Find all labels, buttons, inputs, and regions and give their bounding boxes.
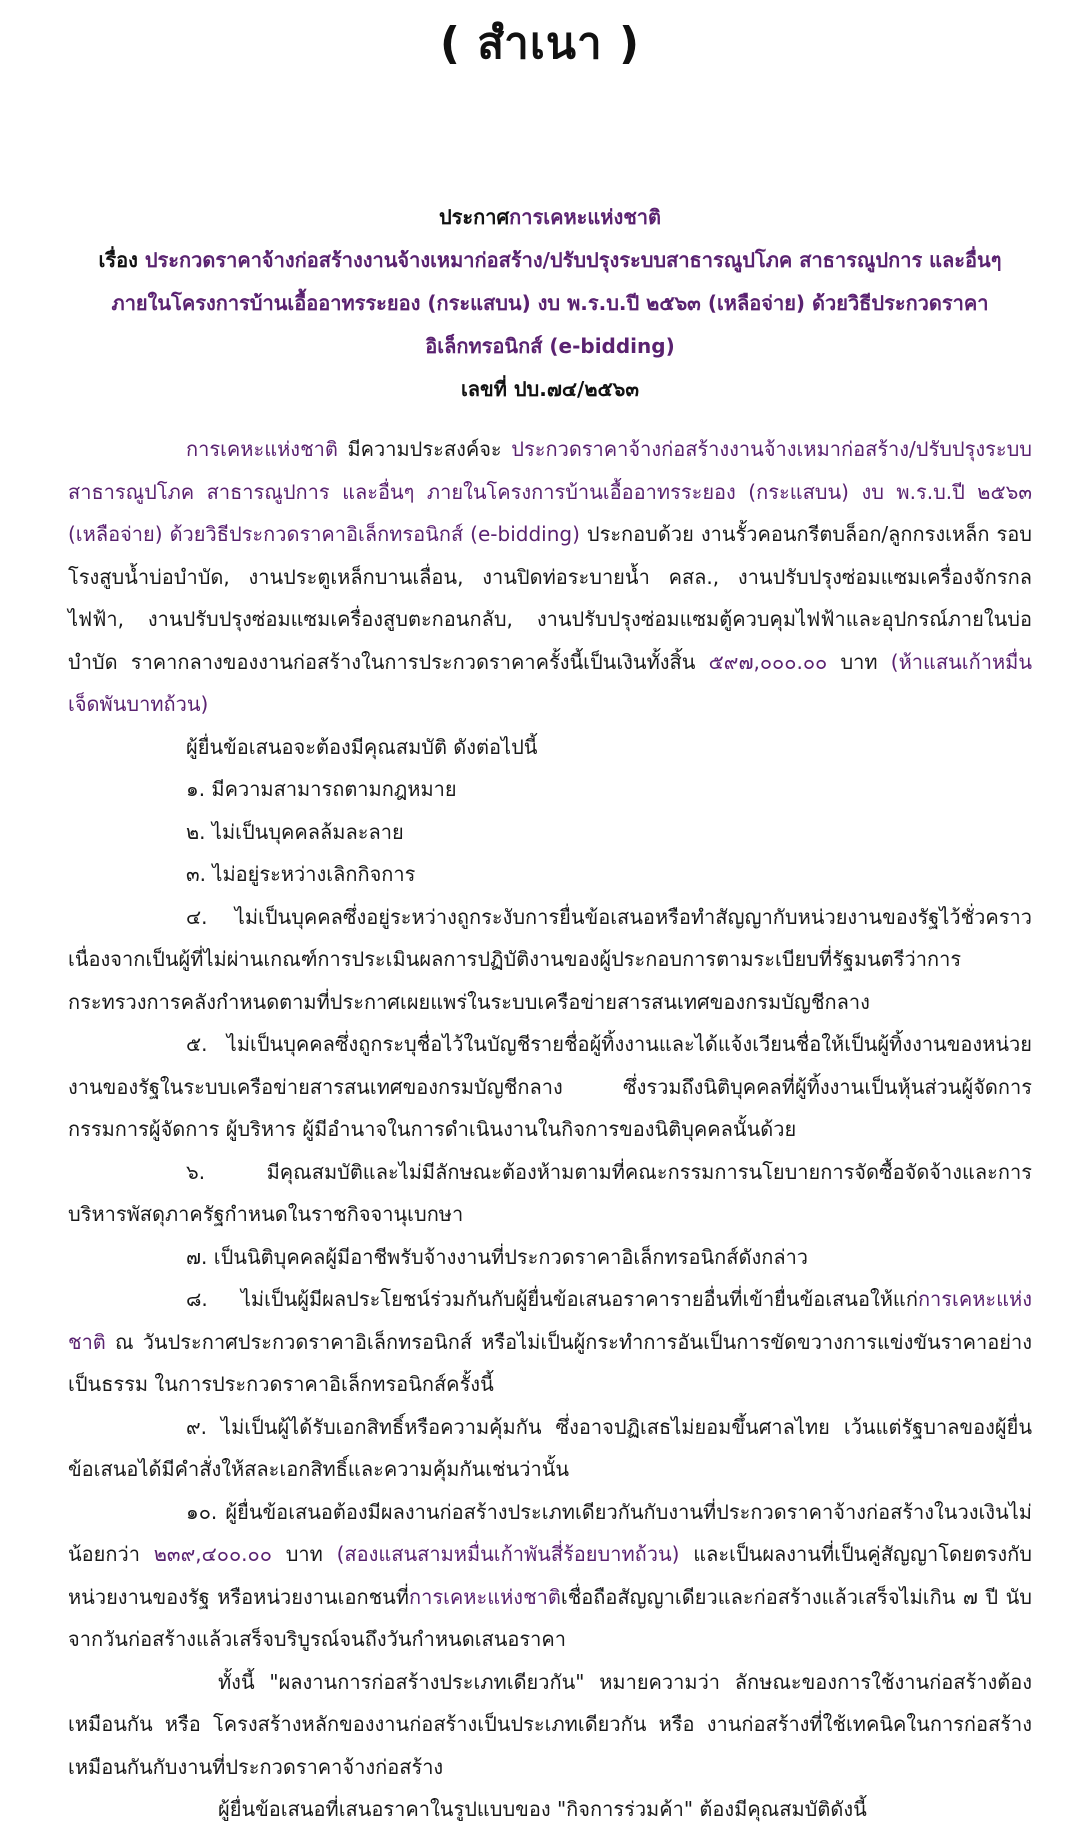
header-line-2: เรื่อง ประกวดราคาจ้างก่อสร้างงานจ้างเหมาก่อสร้าง/ปรับปรุงระบบสาธารณูปโภค สาธารณูปการ และอื่นๆ (98, 248, 1002, 272)
intro-paragraph: การเคหะแห่งชาติ มีความประสงค์จะ ประกวดราคาจ้างก่อสร้างงานจ้างเหมาก่อสร้าง/ปรับปรุงระบบสาธารณูปโภค สาธารณูปการ และอื่นๆ ภายในโครงการบ้านเอื้ออาทรระยอง (กระแสบน) งบ พ.ร.บ.ปี ๒๕๖๓ (เหลือจ่าย) ด้วยวิธีประกวดราคาอิเล็กทรอนิกส์ (e-bidding) ประกอบด้วย งานรั้วคอนกรีตบล็อก/ลูกกรงเหล็ก รอบโรงสูบน้ำบ่อบำบัด, งานประตูเหล็กบานเลื่อน, งานปิดท่อระบายน้ำ คสล., งานปรับปรุงซ่อมแซมเครื่องจักรกลไฟฟ้า, งานปรับปรุงซ่อมแซมเครื่องสูบตะกอนกลับ, งานปรับปรุงซ่อมแซมตู้ควบคุมไฟฟ้าและอุปกรณ์ภายในบ่อบำบัด ราคากลางของงานก่อสร้างในการประกวดราคาครั้งนี้เป็นเงินทั้งสิ้น ๕๙๗,๐๐๐.๐๐ บาท (ห้าแสนเก้าหมื่นเจ็ดพันบาทถ้วน) (68, 437, 1032, 716)
qualification-item-4: ๔. ไม่เป็นบุคคลซึ่งอยู่ระหว่างถูกระงับการยื่นข้อเสนอหรือทำสัญญากับหน่วยงานของรัฐไว้ชั่วคราว เนื่องจากเป็นผู้ที่ไม่ผ่านเกณฑ์การประเมินผลการปฏิบัติงานของผู้ประกอบการตามระเบียบที่รัฐมนตรีว่าการกระทรวงการคลังกำหนดตามที่ประกาศเผยแพร่ในระบบเครือข่ายสารสนเทศของกรมบัญชีกลาง (68, 904, 1032, 1014)
announcement-header (70, 196, 1030, 411)
qualification-item-8: ๘. ไม่เป็นผู้มีผลประโยชน์ร่วมกันกับผู้ยื่นข้อเสนอราคารายอื่นที่เข้ายื่นข้อเสนอให้แก่การเคหะแห่งชาติ ณ วันประกาศประกวดราคาอิเล็กทรอนิกส์ หรือไม่เป็นผู้กระทำการอันเป็นการขัดขวางการแข่งขันราคาอย่างเป็นธรรม ในการประกวดราคาอิเล็กทรอนิกส์ครั้งนี้ (68, 1287, 1032, 1396)
header-line-3: ภายในโครงการบ้านเอื้ออาทรระยอง (กระแสบน) งบ พ.ร.บ.ปี ๒๕๖๓ (เหลือจ่าย) ด้วยวิธีประกวดราคา (111, 291, 989, 315)
header-line-4: อิเล็กทรอนิกส์ (e-bidding) (425, 334, 675, 358)
qualification-item-6: ๖. มีคุณสมบัติและไม่มีลักษณะต้องห้ามตามที่คณะกรรมการนโยบายการจัดซื้อจัดจ้างและการบริหารพัสดุภาครัฐกำหนดในราชกิจจานุเบกษา (68, 1159, 1032, 1226)
qualification-item-9: ๙. ไม่เป็นผู้ได้รับเอกสิทธิ์หรือความคุ้มกัน ซึ่งอาจปฏิเสธไม่ยอมขึ้นศาลไทย เว้นแต่รัฐบาลของผู้ยื่นข้อเสนอได้มีคำสั่งให้สละเอกสิทธิ์และความคุ้มกันเช่นว่านั้น (68, 1414, 1032, 1481)
joint-venture-heading: ผู้ยื่นข้อเสนอที่เสนอราคาในรูปแบบของ "กิจการร่วมค้า" ต้องมีคุณสมบัติดังนี้ (218, 1797, 867, 1821)
qualification-item-5: ๕. ไม่เป็นบุคคลซึ่งถูกระบุชื่อไว้ในบัญชีรายชื่อผู้ทิ้งงานและได้แจ้งเวียนชื่อให้เป็นผู้ทิ้งงานของหน่วยงานของรัฐในระบบเครือข่ายสารสนเทศของกรมบัญชีกลาง ซึ่งรวมถึงนิติบุคคลที่ผู้ทิ้งงานเป็นหุ้นส่วนผู้จัดการ กรรมการผู้จัดการ ผู้บริหาร ผู้มีอำนาจในการดำเนินงานในกิจการของนิติบุคคลนั้นด้วย (68, 1032, 1032, 1141)
qualification-heading: ผู้ยื่นข้อเสนอจะต้องมีคุณสมบัติ ดังต่อไปนี้ (186, 734, 538, 759)
budget-amount-words: (ห้าแสนเก้าหมื่นเจ็ดพันบาทถ้วน) (68, 649, 1032, 716)
definition-paragraph: ทั้งนี้ "ผลงานการก่อสร้างประเภทเดียวกัน" หมายความว่า ลักษณะของการใช้งานก่อสร้างต้องเหมือนกัน หรือ โครงสร้างหลักของงานก่อสร้างเป็นประเภทเดียวกัน หรือ งานก่อสร้างที่ใช้เทคนิคในการก่อสร้างเหมือนกันกับงานที่ประกวดราคาจ้างก่อสร้าง (68, 1669, 1032, 1779)
announcement-number: เลขที่ ปบ.๗๔/๒๕๖๓ (460, 377, 640, 401)
experience-amount: ๒๓๙,๔๐๐.๐๐ (153, 1542, 272, 1566)
header-org-name: การเคหะแห่งชาติ (509, 205, 662, 229)
qualification-item-2: ๒. ไม่เป็นบุคคลล้มละลาย (186, 819, 404, 844)
budget-amount: ๕๙๗,๐๐๐.๐๐ (708, 649, 828, 674)
qualification-item-10: ๑๐. ผู้ยื่นข้อเสนอต้องมีผลงานก่อสร้างประเภทเดียวกันกับงานที่ประกวดราคาจ้างก่อสร้างในวงเงินไม่น้อยกว่า ๒๓๙,๔๐๐.๐๐ บาท (สองแสนสามหมื่นเก้าพันสี่ร้อยบาทถ้วน) และเป็นผลงานที่เป็นคู่สัญญาโดยตรงกับหน่วยงานของรัฐ หรือหน่วยงานเอกชนที่การเคหะแห่งชาติเชื่อถือสัญญาเดียวและก่อสร้างแล้วเสร็จไม่เกิน ๗ ปี นับจากวันก่อสร้างแล้วเสร็จบริบูรณ์จนถึงวันกำหนดเสนอราคา (68, 1499, 1032, 1651)
announcement-body (68, 428, 1032, 1831)
experience-amount-words: (สองแสนสามหมื่นเก้าพันสี่ร้อยบาทถ้วน) (336, 1542, 680, 1566)
copy-stamp-title: ( สำเนา ) (439, 18, 641, 69)
qualification-item-1: ๑. มีความสามารถตามกฎหมาย (186, 777, 457, 801)
qualification-item-7: ๗. เป็นนิติบุคคลผู้มีอาชีพรับจ้างงานที่ประกวดราคาอิเล็กทรอนิกส์ดังกล่าว (186, 1244, 809, 1269)
header-line-1: ประกาศการเคหะแห่งชาติ (438, 205, 662, 229)
qualification-item-3: ๓. ไม่อยู่ระหว่างเลิกกิจการ (186, 862, 416, 886)
